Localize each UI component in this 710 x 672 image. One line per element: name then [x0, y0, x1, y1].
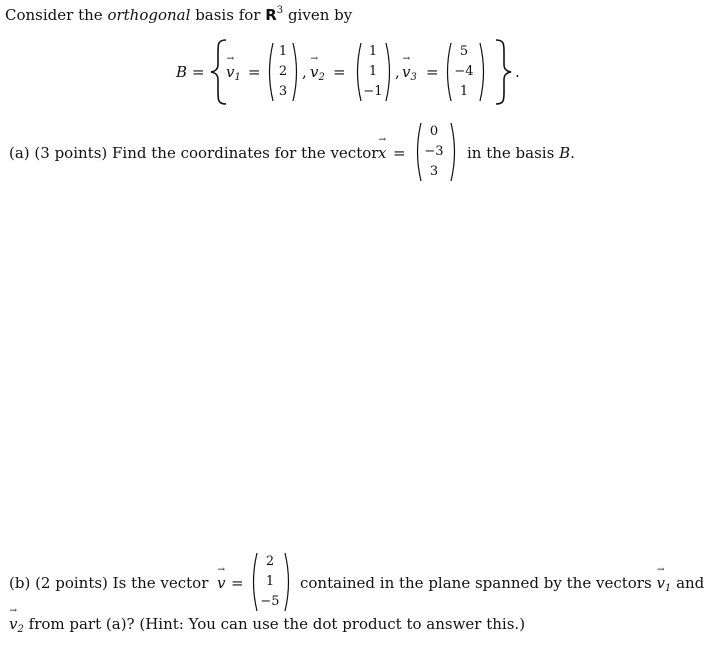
x-right-paren: [450, 122, 458, 182]
basis-sep-1: ,: [302, 63, 307, 81]
part-b-equals: =: [231, 574, 244, 592]
part-a-prefix: (a) (3 points) Find the coordinates for the vector: [9, 144, 379, 162]
basis-v1-label: → $v_1$: [226, 54, 241, 83]
part-b-vector-label: → v: [217, 565, 226, 592]
part-a-vector-label: → x: [378, 135, 387, 162]
v2-entries: 1 1 −1: [363, 44, 383, 99]
basis-terminator: .: [515, 63, 520, 81]
basis-v2-label: → $v_2$: [310, 54, 325, 83]
bvec-entries: 2 1 −5: [260, 554, 280, 609]
bvec-right-paren: [284, 552, 292, 612]
v3-right-paren: [479, 42, 487, 102]
field-exponent: 3: [276, 5, 284, 16]
v3-entries: 5 −4 1: [454, 44, 474, 99]
intro-text-after: basis for: [195, 6, 261, 24]
basis-sep-2: ,: [395, 63, 400, 81]
part-b-suffix: contained in the plane spanned by the vectors → $v_1$ and: [300, 565, 705, 594]
v2-right-paren: [385, 42, 393, 102]
basis-equals: =: [192, 63, 205, 81]
basis-v2-equals: =: [333, 63, 346, 81]
basis-name: B: [176, 63, 188, 81]
part-a-basis-name: B: [559, 144, 571, 162]
intro-line: [5, 6, 352, 24]
part-a-equals: =: [393, 144, 406, 162]
x-entries: 0 −3 3: [424, 124, 444, 179]
field-symbol: R: [265, 6, 277, 24]
basis-v3-label: → $v_3$: [402, 54, 417, 83]
part-b-line2: → $v_2$ from part (a)? (Hint: You can use the dot product to answer this.): [9, 606, 526, 635]
basis-v1-equals: =: [248, 63, 261, 81]
part-b-prefix: (b) (2 points) Is the vector: [9, 574, 209, 592]
intro-emphasis: orthogonal: [107, 6, 191, 24]
right-brace: [492, 38, 514, 106]
intro-text-end: given by: [287, 6, 353, 24]
part-a-suffix: in the basis B.: [467, 144, 575, 162]
intro-text-before: Consider the: [5, 6, 103, 24]
v1-entries: 1 2 3: [278, 44, 288, 99]
v1-right-paren: [292, 42, 300, 102]
basis-v3-equals: =: [426, 63, 439, 81]
